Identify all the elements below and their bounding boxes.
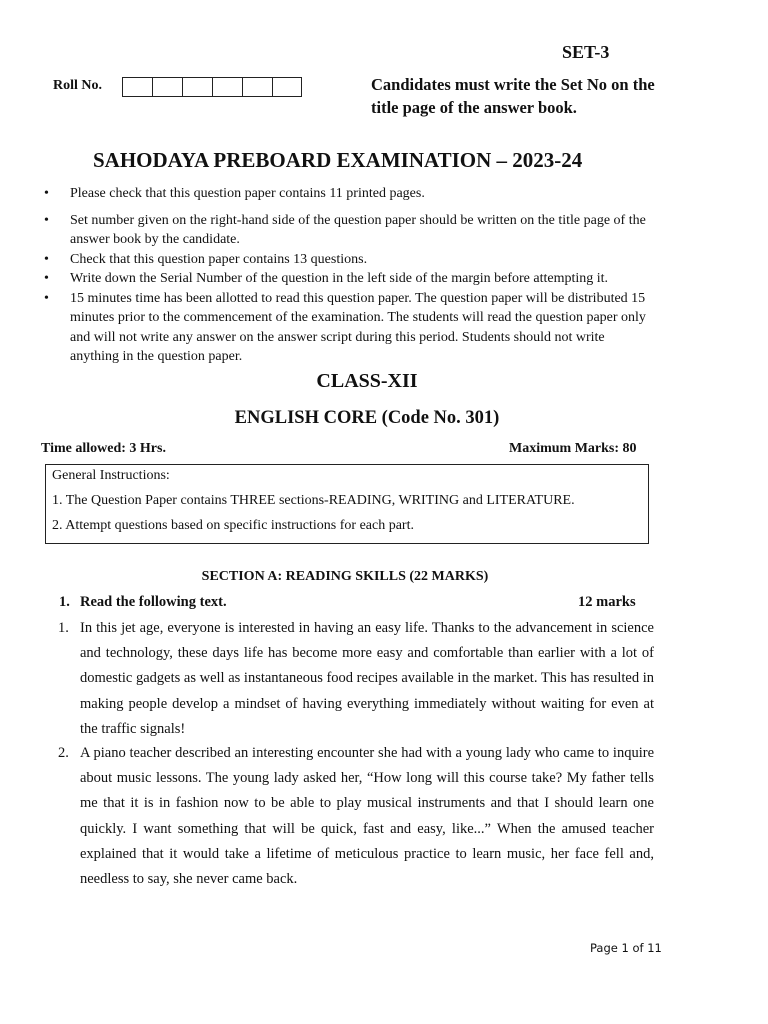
instruction-list (44, 184, 656, 367)
bullet-icon: • (44, 290, 49, 306)
instruction-item: • Set number given on the right-hand side of the question paper should be written on the title page of the answer book by the candidate. (44, 212, 646, 247)
subject-title: ENGLISH CORE (Code No. 301) (234, 408, 500, 428)
roll-number-box (242, 77, 272, 97)
bullet-icon: • (44, 212, 49, 228)
class-title: CLASS-XII (316, 370, 418, 392)
general-instruction-item: 2. Attempt questions based on specific instructions for each part. (52, 518, 414, 533)
bullet-icon: • (44, 186, 49, 201)
exam-title: SAHODAYA PREBOARD EXAMINATION – 2023-24 (93, 148, 583, 172)
general-instruction-item: 1. The Question Paper contains THREE sections-READING, WRITING and LITERATURE. (52, 493, 575, 508)
instruction-item: • 15 minutes time has been allotted to read this question paper. The question paper will be distributed 15 minutes prior to the commencement of the examination. The students will read the question paper only and will not write any answer on the answer script during this period. Students should not write anything in the question paper. (44, 290, 646, 364)
roll-number-label: Roll No. (53, 78, 102, 93)
question-text: Read the following text. (80, 594, 227, 610)
set-number: SET-3 (562, 42, 610, 62)
paragraph-text: A piano teacher described an interesting encounter she had with a young lady who came to inquire about music lessons. The young lady asked her, “How long will this course take? My father tells me that it is in fashion now to be able to play musical instruments and that I should learn one quickly. I want something that will be quick, fast and easy, like...” When the amused teacher explained that it would take a lifetime of meticulous practice to learn music, her face fell and, needless to say, she never came back. (80, 745, 654, 888)
roll-number-box (122, 77, 152, 97)
paragraph-number: 2. (58, 745, 69, 761)
instruction-item: • Check that this question paper contains 13 questions. (44, 250, 656, 270)
paragraph-number: 1. (58, 620, 69, 636)
section-a-heading: SECTION A: READING SKILLS (22 MARKS) (201, 569, 489, 584)
question-marks: 12 marks (578, 594, 636, 610)
maximum-marks: Maximum Marks: 80 (509, 441, 637, 456)
set-number-note: Candidates must write the Set No on the title page of the answer book. (371, 75, 655, 117)
roll-number-box (212, 77, 242, 97)
general-instructions-box (45, 464, 649, 544)
paragraph-text: In this jet age, everyone is interested in having an easy life. Thanks to the advancement in science and technology, these days life has become more easy and comfortable than earlier with a lot of domestic gadgets as well as instantaneous food recipes available in the market. This has resulted in making people develop a mindset of having everything immediately without waiting for even at the traffic signals! (80, 620, 654, 737)
bullet-icon: • (44, 251, 49, 267)
page-number: Page 1 of 11 (590, 941, 662, 955)
roll-number-boxes (122, 77, 302, 97)
general-instructions-heading: General Instructions: (52, 468, 170, 483)
instruction-item: • Please check that this question paper contains 11 printed pages. (44, 184, 656, 204)
roll-number-box (182, 77, 212, 97)
instruction-item: • Write down the Serial Number of the question in the left side of the margin before attempting it. (44, 269, 656, 289)
bullet-icon: • (44, 271, 49, 286)
time-allowed: Time allowed: 3 Hrs. (41, 441, 166, 456)
roll-number-box (272, 77, 302, 97)
roll-number-box (152, 77, 182, 97)
question-number: 1. (59, 594, 70, 610)
